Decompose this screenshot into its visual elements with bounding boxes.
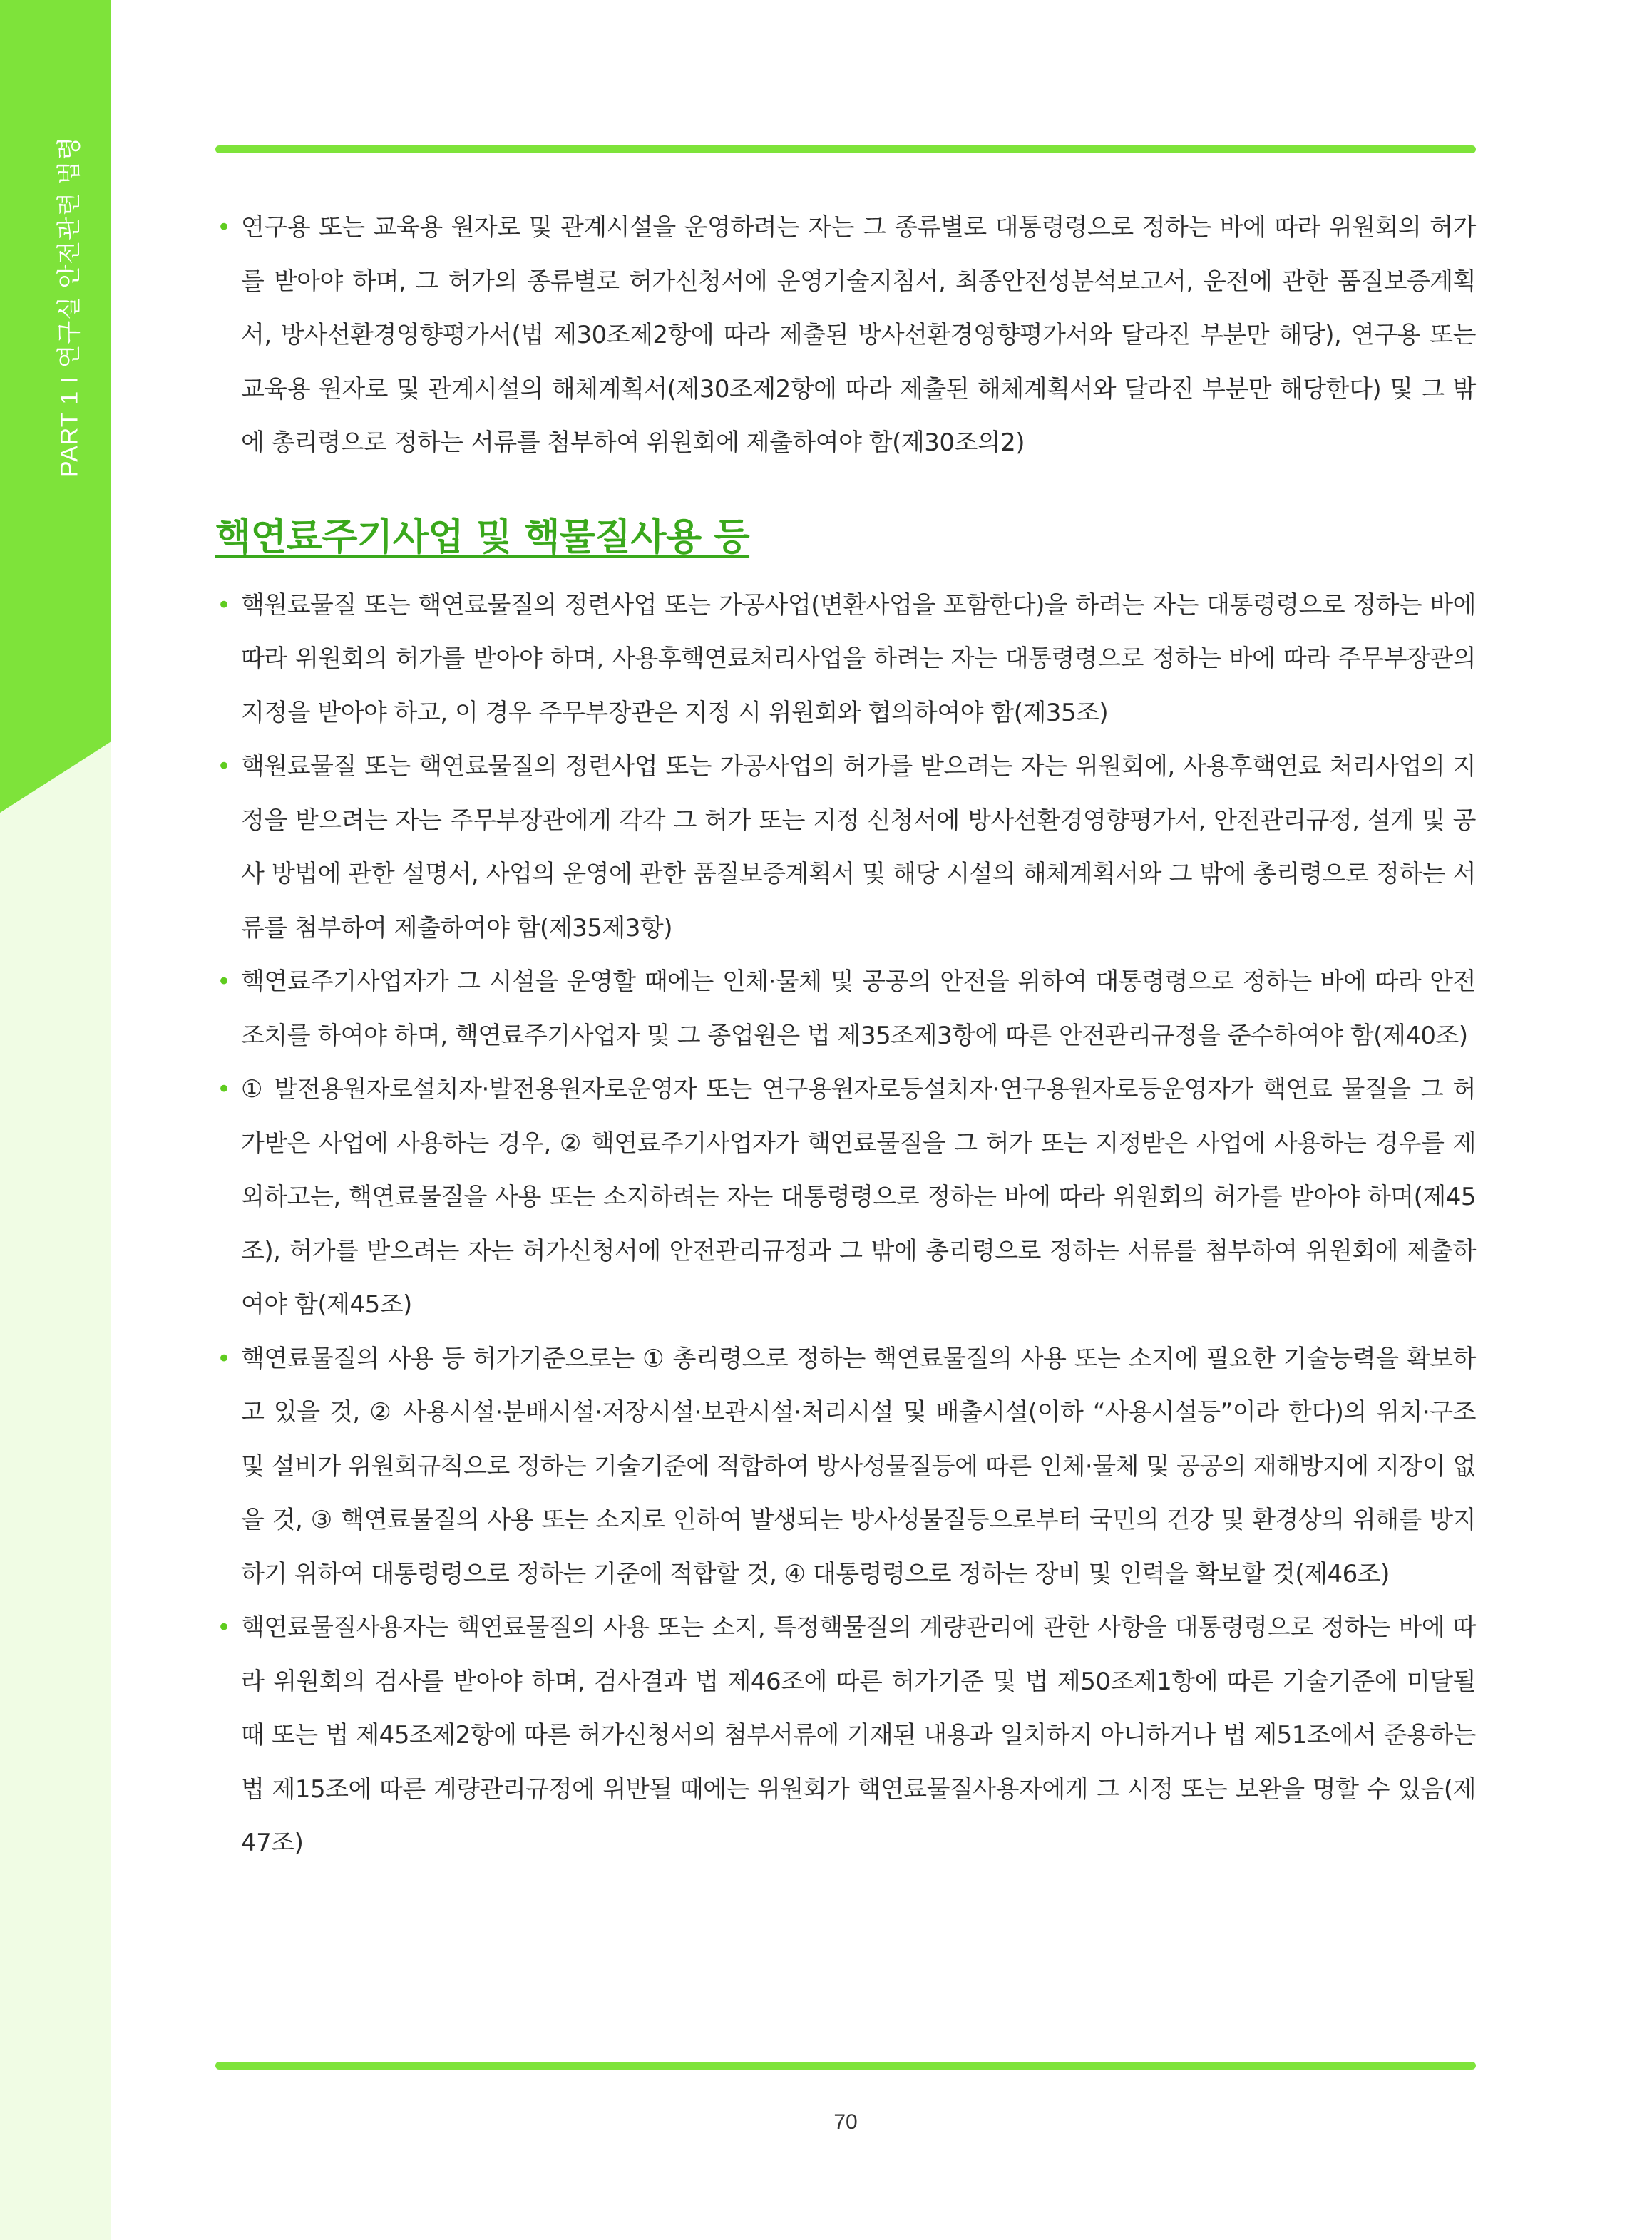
bullet-text: 핵원료물질 또는 핵연료물질의 정련사업 또는 가공사업(변환사업을 포함한다)을 하려는 자는 대통령령으로 정하는 바에 따라 위원회의 허가를 받아야 하며, 사용후핵연료처리사업을 하려는 자는 대통령령으로 정하는 바에 따라 주무부장관의 지정을 받아야 하고, 이 경우 주무부장관은 지정 시 위원회와 협의하여야 함(제35조) <box>241 590 1476 727</box>
bullet-dot-icon: • <box>217 1344 231 1373</box>
bullet-text: 연구용 또는 교육용 원자로 및 관계시설을 운영하려는 자는 그 종류별로 대통령령으로 정하는 바에 따라 위원회의 허가를 받아야 하며, 그 허가의 종류별로 허가신청서에 운영기술지침서, 최종안전성분석보고서, 운전에 관한 품질보증계획서, 방사선환경영향평가서(법 제30조제2항에 따라 제출된 방사선환경영향평가서와 달라진 부분만 해당), 연구용 또는 교육용 원자로 및 관계시설의 해체계획서(제30조제2항에 따라 제출된 해체계획서와 달라진 부분만 해당한다) 및 그 밖에 총리령으로 정하는 서류를 첨부하여 위원회에 제출하여야 함(제30조의2) <box>241 213 1476 457</box>
bottom-divider <box>215 2062 1476 2070</box>
intro-bullet <box>215 201 1476 471</box>
sidebar <box>0 0 111 2240</box>
section-heading: 핵연료주기사업 및 핵물질사용 등 <box>215 515 750 559</box>
section-bullet <box>215 955 1476 1063</box>
bullet-dot-icon: • <box>217 213 231 242</box>
bullet-dot-icon: • <box>217 1613 231 1642</box>
bullet-dot-icon: • <box>217 967 231 996</box>
bullet-text: ① 발전용원자로설치자·발전용원자로운영자 또는 연구용원자로등설치자·연구용원자로등운영자가 핵연료 물질을 그 허가받은 사업에 사용하는 경우, ② 핵연료주기사업자가 핵연료물질을 그 허가 또는 지정받은 사업에 사용하는 경우를 제외하고는, 핵연료물질을 사용 또는 소지하려는 자는 대통령령으로 정하는 바에 따라 위원회의 허가를 받아야 하며(제45조), 허가를 받으려는 자는 허가신청서에 안전관리규정과 그 밖에 총리령으로 정하는 서류를 첨부하여 위원회에 제출하여야 함(제45조) <box>241 1075 1476 1319</box>
bullet-text: 핵연료물질의 사용 등 허가기준으로는 ① 총리령으로 정하는 핵연료물질의 사용 또는 소지에 필요한 기술능력을 확보하고 있을 것, ② 사용시설·분배시설·저장시설·보관시설·처리시설 및 배출시설(이하 “사용시설등”이라 한다)의 위치·구조 및 설비가 위원회규칙으로 정하는 기술기준에 적합하여 방사성물질등에 따른 인체·물체 및 공공의 재해방지에 지장이 없을 것, ③ 핵연료물질의 사용 또는 소지로 인하여 발생되는 방사성물질등으로부터 국민의 건강 및 환경상의 위해를 방지하기 위하여 대통령령으로 정하는 기준에 적합할 것, ④ 대통령령으로 정하는 장비 및 인력을 확보할 것(제46조) <box>241 1344 1476 1588</box>
section-bullet <box>215 740 1476 955</box>
page-content <box>215 201 1476 1871</box>
sidebar-part-label: PART 1 I 연구실 안전관련 법령 <box>56 135 83 478</box>
page-number: 70 <box>833 2110 858 2134</box>
section-bullet <box>215 1601 1476 1871</box>
bullet-dot-icon: • <box>217 590 231 620</box>
bullet-text: 핵연료주기사업자가 그 시설을 운영할 때에는 인체·물체 및 공공의 안전을 위하여 대통령령으로 정하는 바에 따라 안전조치를 하여야 하며, 핵연료주기사업자 및 그 종업원은 법 제35조제3항에 따른 안전관리규정을 준수하여야 함(제40조) <box>241 967 1476 1050</box>
bullet-dot-icon: • <box>217 1075 231 1104</box>
top-divider <box>215 145 1476 153</box>
bullet-dot-icon: • <box>217 752 231 781</box>
section-bullet <box>215 1063 1476 1332</box>
bullet-text: 핵연료물질사용자는 핵연료물질의 사용 또는 소지, 특정핵물질의 계량관리에 관한 사항을 대통령령으로 정하는 바에 따라 위원회의 검사를 받아야 하며, 검사결과 법 제46조에 따른 허가기준 및 법 제50조제1항에 따른 기술기준에 미달될 때 또는 법 제45조제2항에 따른 허가신청서의 첨부서류에 기재된 내용과 일치하지 아니하거나 법 제51조에서 준용하는 법 제15조에 따른 계량관리규정에 위반될 때에는 위원회가 핵연료물질사용자에게 그 시정 또는 보완을 명할 수 있음(제47조) <box>241 1613 1476 1857</box>
section-bullet <box>215 579 1476 741</box>
bullet-text: 핵원료물질 또는 핵연료물질의 정련사업 또는 가공사업의 허가를 받으려는 자는 위원회에, 사용후핵연료 처리사업의 지정을 받으려는 자는 주무부장관에게 각각 그 허가 또는 지정 신청서에 방사선환경영향평가서, 안전관리규정, 설계 및 공사 방법에 관한 설명서, 사업의 운영에 관한 품질보증계획서 및 해당 시설의 해체계획서와 그 밖에 총리령으로 정하는 서류를 첨부하여 제출하여야 함(제35제3항) <box>241 752 1476 942</box>
section-bullet <box>215 1332 1476 1602</box>
